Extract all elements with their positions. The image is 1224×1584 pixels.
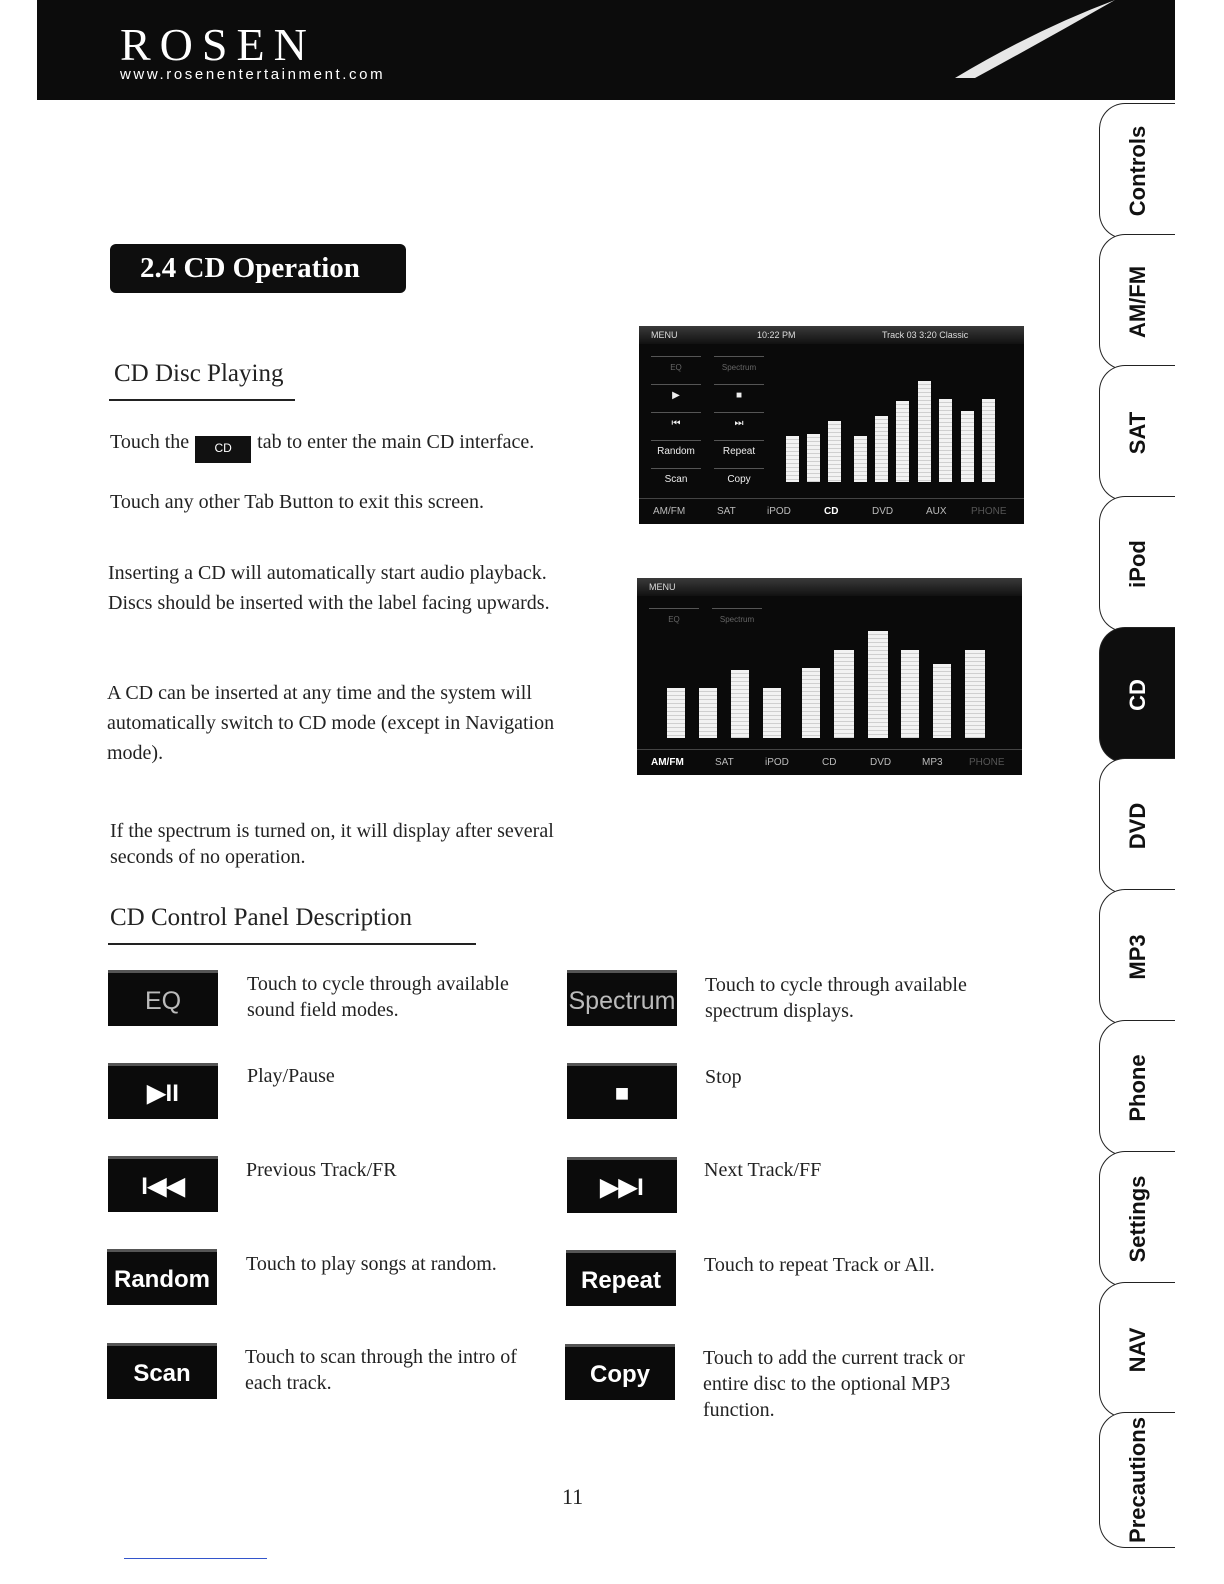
- insert-text: Inserting a CD will automatically start audio playback. Discs should be inserted with the label facing upwards.: [108, 562, 550, 614]
- spectrum-bar: [699, 688, 717, 738]
- cd-tab-inline: CD: [195, 436, 251, 463]
- next-track-button[interactable]: ▶▶I: [567, 1157, 677, 1213]
- page-number: 11: [562, 1484, 584, 1509]
- random-mini: Random: [651, 440, 701, 462]
- scan-button[interactable]: Scan: [107, 1343, 217, 1399]
- page-header: [37, 0, 1175, 100]
- eq-mini: EQ: [649, 608, 699, 630]
- screen-tab-cd: CD: [824, 506, 839, 517]
- spectrum-bar: [828, 421, 841, 482]
- screen-tab-amfm: AM/FM: [653, 506, 686, 517]
- website-url: www.rosenentertainment.com: [120, 66, 386, 83]
- next-mini: ⏭: [714, 412, 764, 434]
- play-mini: ▶: [651, 384, 701, 406]
- eq-button[interactable]: EQ: [108, 970, 218, 1026]
- spectrum-bar: [802, 668, 820, 738]
- spectrum-text: If the spectrum is turned on, it will display after several seconds of no operation.: [110, 820, 554, 868]
- track-info: Track 03 3:20 Classic: [882, 330, 969, 340]
- spectrum-bar: [918, 381, 931, 482]
- screen-tab-ipod: iPOD: [767, 506, 791, 517]
- tab-precautions[interactable]: Precautions: [1099, 1412, 1175, 1548]
- prev-mini: ⏮: [651, 412, 701, 434]
- spectrum-bar: [868, 631, 888, 738]
- scan-description: Touch to scan through the intro of each track.: [245, 1346, 517, 1394]
- menu-label: MENU: [649, 582, 676, 592]
- disc-playing-heading: CD Disc Playing: [114, 360, 284, 387]
- control-panel-heading: CD Control Panel Description: [110, 904, 413, 931]
- spectrum-screenshot: [637, 578, 1022, 775]
- spectrum-mini: Spectrum: [714, 356, 764, 378]
- screen-tab-mp3: MP3: [922, 757, 943, 768]
- tab-controls[interactable]: Controls: [1099, 103, 1175, 239]
- screen-tab-dvd: DVD: [870, 757, 892, 768]
- spectrum-button[interactable]: Spectrum: [567, 970, 677, 1026]
- exit-text: Touch any other Tab Button to exit this screen.: [110, 491, 484, 513]
- screen-tab-sat: SAT: [717, 506, 736, 517]
- spectrum-bar: [667, 688, 685, 738]
- menu-label: MENU: [651, 330, 678, 340]
- screen-tab-phone: PHONE: [971, 506, 1007, 517]
- copy-button[interactable]: Copy: [565, 1344, 675, 1400]
- footer-line: [124, 1558, 267, 1559]
- swoosh-graphic: [955, 0, 1115, 80]
- tab-nav[interactable]: NAV: [1099, 1282, 1175, 1418]
- spectrum-bar: [807, 434, 820, 482]
- tab-settings[interactable]: Settings: [1099, 1151, 1175, 1287]
- screen-tab-phone: PHONE: [969, 757, 1005, 768]
- eq-mini: EQ: [651, 356, 701, 378]
- next-track-description: Next Track/FF: [704, 1159, 822, 1181]
- spectrum-bar: [965, 650, 985, 738]
- stop-button[interactable]: ■: [567, 1063, 677, 1119]
- copy-description: Touch to add the current track or entire disc to the optional MP3 function.: [703, 1347, 965, 1421]
- spectrum-bar: [961, 411, 974, 482]
- random-button[interactable]: Random: [107, 1249, 217, 1305]
- section-tabs: [1099, 103, 1175, 1548]
- clock: 10:22 PM: [757, 330, 796, 340]
- eq-description: Touch to cycle through available sound field modes.: [247, 973, 509, 1021]
- play-pause-description: Play/Pause: [247, 1065, 335, 1087]
- spectrum-bar: [786, 436, 799, 482]
- section-title: 2.4 CD Operation: [110, 244, 406, 293]
- random-description: Touch to play songs at random.: [246, 1253, 497, 1275]
- screen-tab-cd: CD: [822, 757, 837, 768]
- screen-tab-amfm: AM/FM: [651, 757, 684, 768]
- tab-amfm[interactable]: AM/FM: [1099, 234, 1175, 370]
- spectrum-bar: [854, 436, 867, 482]
- tab-ipod[interactable]: iPod: [1099, 496, 1175, 632]
- spectrum-bar: [933, 664, 951, 738]
- tab-phone[interactable]: Phone: [1099, 1020, 1175, 1156]
- screen-tab-ipod: iPOD: [765, 757, 789, 768]
- previous-track-description: Previous Track/FR: [246, 1159, 397, 1181]
- tab-mp3[interactable]: MP3: [1099, 889, 1175, 1025]
- repeat-button[interactable]: Repeat: [566, 1250, 676, 1306]
- spectrum-bar: [901, 650, 919, 738]
- screen-tab-dvd: DVD: [872, 506, 894, 517]
- heading-rule: [108, 943, 476, 945]
- stop-description: Stop: [705, 1066, 742, 1088]
- cd-main-screenshot: [639, 326, 1024, 524]
- spectrum-bar: [896, 401, 909, 482]
- screen-tab-sat: SAT: [715, 757, 734, 768]
- spectrum-description: Touch to cycle through available spectrum displays.: [705, 974, 967, 1022]
- copy-mini: Copy: [714, 468, 764, 490]
- play-pause-button[interactable]: ▶II: [108, 1063, 218, 1119]
- spectrum-mini: Spectrum: [712, 608, 762, 630]
- tab-sat[interactable]: SAT: [1099, 365, 1175, 501]
- repeat-description: Touch to repeat Track or All.: [704, 1254, 935, 1276]
- tab-dvd[interactable]: DVD: [1099, 758, 1175, 894]
- scan-mini: Scan: [651, 468, 701, 490]
- spectrum-bar: [939, 399, 952, 482]
- touch-cd-text: Touch the CD tab to enter the main CD interface.: [110, 427, 590, 463]
- spectrum-bar: [834, 650, 854, 738]
- tab-cd[interactable]: CD: [1099, 627, 1175, 763]
- spectrum-bar: [875, 416, 888, 482]
- spectrum-bar: [763, 688, 781, 738]
- repeat-mini: Repeat: [714, 440, 764, 462]
- spectrum-bar: [982, 399, 995, 482]
- stop-mini: ■: [714, 384, 764, 406]
- heading-rule: [109, 399, 295, 401]
- screen-tab-aux: AUX: [926, 506, 947, 517]
- rosen-logo: ROSEN: [120, 19, 316, 70]
- previous-track-button[interactable]: I◀◀: [108, 1156, 218, 1212]
- spectrum-bar: [731, 670, 749, 738]
- anytime-text: A CD can be inserted at any time and the system will automatically switch to CD mode (except in Navigation mode).: [107, 682, 555, 764]
